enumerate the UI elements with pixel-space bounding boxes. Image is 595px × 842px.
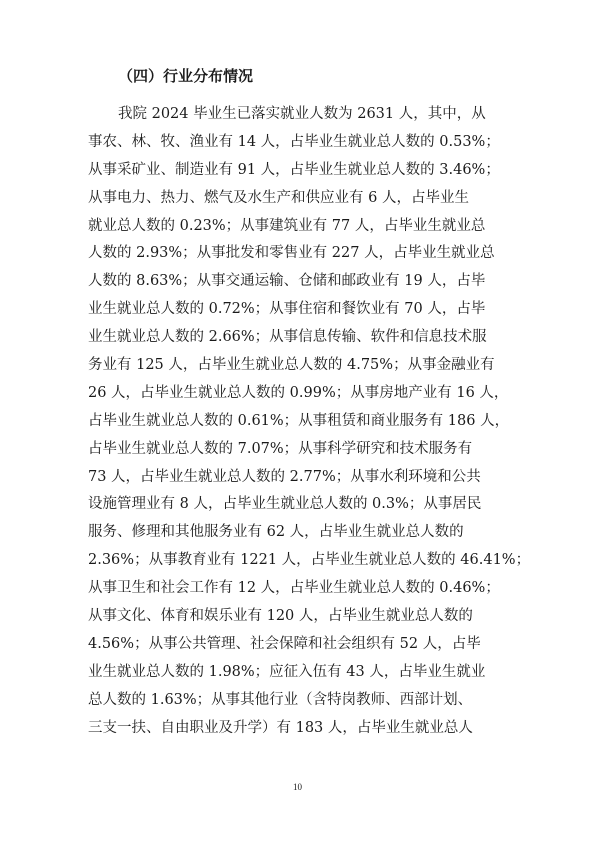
paragraph-line: 服务、修理和其他服务业有 62 人，占毕业生就业总人数的 xyxy=(88,524,464,541)
paragraph-line: 事农、林、牧、渔业有 14 人，占毕业生就业总人数的 0.53%； xyxy=(88,133,500,150)
page-number: 10 xyxy=(293,782,302,792)
paragraph-line: 业生就业总人数的 1.98%；应征入伍有 43 人，占毕业生就业 xyxy=(88,663,486,680)
paragraph-line: 就业总人数的 0.23%；从事建筑业有 77 人，占毕业生就业总 xyxy=(88,217,486,234)
paragraph-line: 73 人，占毕业生就业总人数的 2.77%；从事水利环境和公共 xyxy=(88,468,481,485)
paragraph-line: 占毕业生就业总人数的 7.07%；从事科学研究和技术服务有 xyxy=(88,440,473,457)
paragraph-line: 2.36%；从事教育业有 1221 人，占毕业生就业总人数的 46.41%； xyxy=(88,552,531,569)
paragraph-line: 我院 2024 毕业生已落实就业人数为 2631 人，其中，从 xyxy=(118,106,486,122)
body-paragraph xyxy=(88,101,531,742)
paragraph-line: 从事卫生和社会工作有 12 人，占毕业生就业总人数的 0.46%； xyxy=(88,580,500,597)
paragraph-line: 业生就业总人数的 2.66%；从事信息传输、软件和信息技术服 xyxy=(88,329,487,346)
paragraph-line: 务业有 125 人，占毕业生就业总人数的 4.75%；从事金融业有 xyxy=(88,357,495,374)
paragraph-line: 设施管理业有 8 人，占毕业生就业总人数的 0.3%；从事居民 xyxy=(88,496,482,513)
paragraph-line: 三支一扶、自由职业及升学）有 183 人，占毕业生就业总人 xyxy=(88,719,473,736)
section-heading: （四）行业分布情况 xyxy=(118,67,254,85)
paragraph-line: 从事采矿业、制造业有 91 人，占毕业生就业总人数的 3.46%； xyxy=(88,161,500,178)
paragraph-line: 从事文化、体育和娱乐业有 120 人，占毕业生就业总人数的 xyxy=(88,608,473,625)
paragraph-line: 26 人，占毕业生就业总人数的 0.99%；从事房地产业有 16 人， xyxy=(88,384,509,401)
paragraph-line: 占毕业生就业总人数的 0.61%；从事租赁和商业服务有 186 人， xyxy=(88,412,510,429)
paragraph-line: 从事电力、热力、燃气及水生产和供应业有 6 人，占毕业生 xyxy=(88,189,469,206)
paragraph-line: 人数的 2.93%；从事批发和零售业有 227 人，占毕业生就业总 xyxy=(88,245,495,262)
paragraph-line: 总人数的 1.63%；从事其他行业（含特岗教师、西部计划、 xyxy=(88,691,473,708)
paragraph-line: 4.56%；从事公共管理、社会保障和社会组织有 52 人，占毕 xyxy=(88,635,481,652)
paragraph-line: 业生就业总人数的 0.72%；从事住宿和餐饮业有 70 人，占毕 xyxy=(88,301,486,318)
paragraph-line: 人数的 8.63%；从事交通运输、仓储和邮政业有 19 人，占毕 xyxy=(88,273,486,290)
